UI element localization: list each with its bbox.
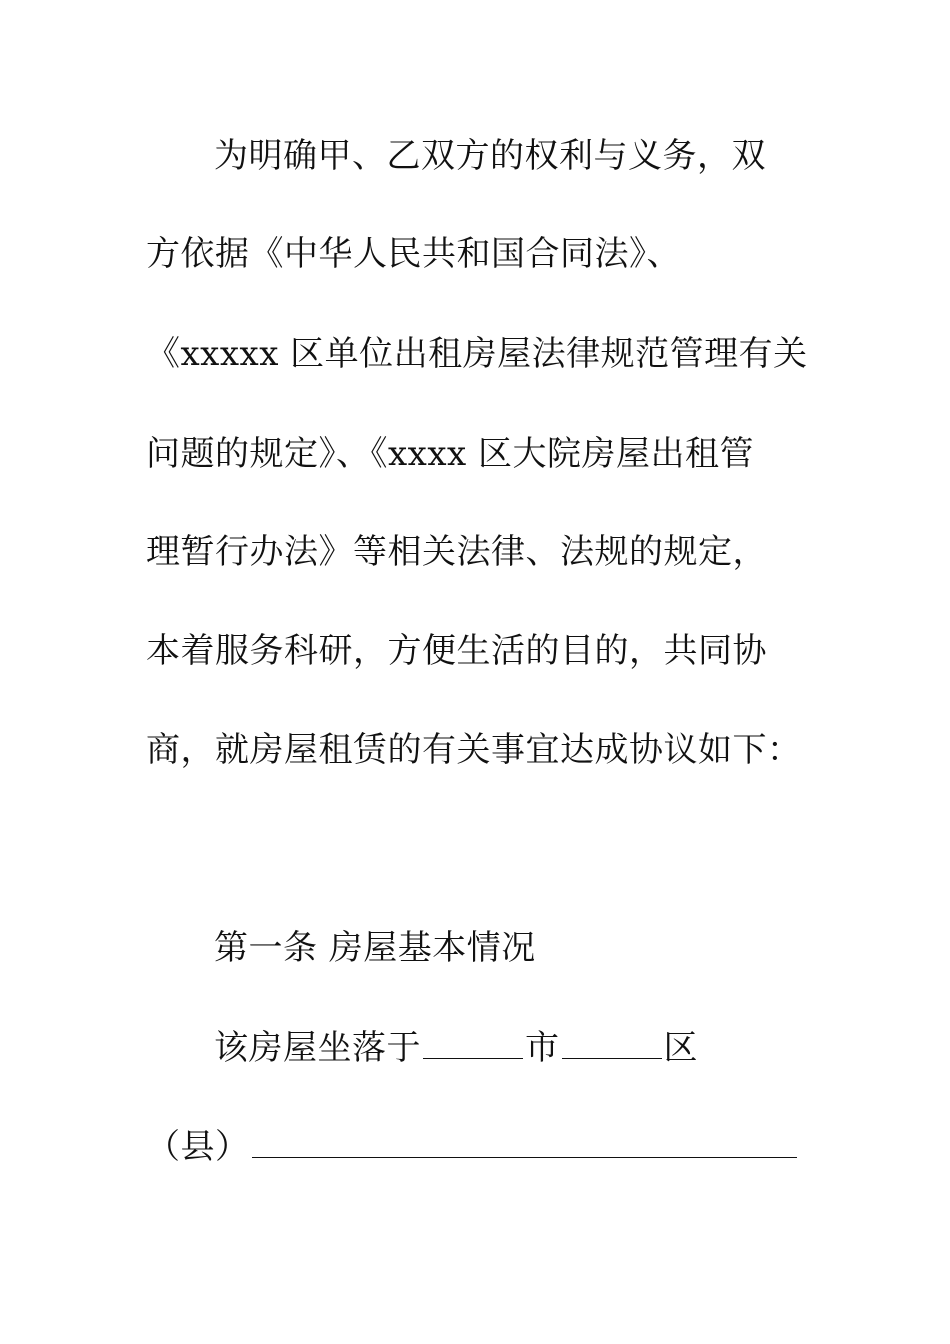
district-label: 区 [663,1028,698,1068]
paragraph-line: 本着服务科研，方便生活的目的，共同协 [146,631,767,671]
article-heading: 第一条 房屋基本情况 [214,928,536,968]
county-label: （县） [146,1127,250,1167]
district-blank [562,1028,662,1059]
location-line [214,1028,698,1068]
paragraph-line: 理暂行办法》等相关法律、法规的规定， [146,532,767,572]
paragraph-line: 《xxxxx 区单位出租房屋法律规范管理有关 [146,334,808,374]
paragraph-line: 方依据《中华人民共和国合同法》、 [146,234,681,274]
paragraph-line: 问题的规定》、《xxxx 区大院房屋出租管 [146,434,755,474]
county-blank [252,1127,797,1158]
county-line [146,1127,799,1167]
city-label: 市 [525,1028,560,1068]
paragraph-line: 商，就房屋租赁的有关事宜达成协议如下： [146,730,802,770]
location-prefix: 该房屋坐落于 [214,1028,421,1068]
paragraph-line: 为明确甲、乙双方的权利与义务，双 [214,136,766,176]
city-blank [423,1028,523,1059]
